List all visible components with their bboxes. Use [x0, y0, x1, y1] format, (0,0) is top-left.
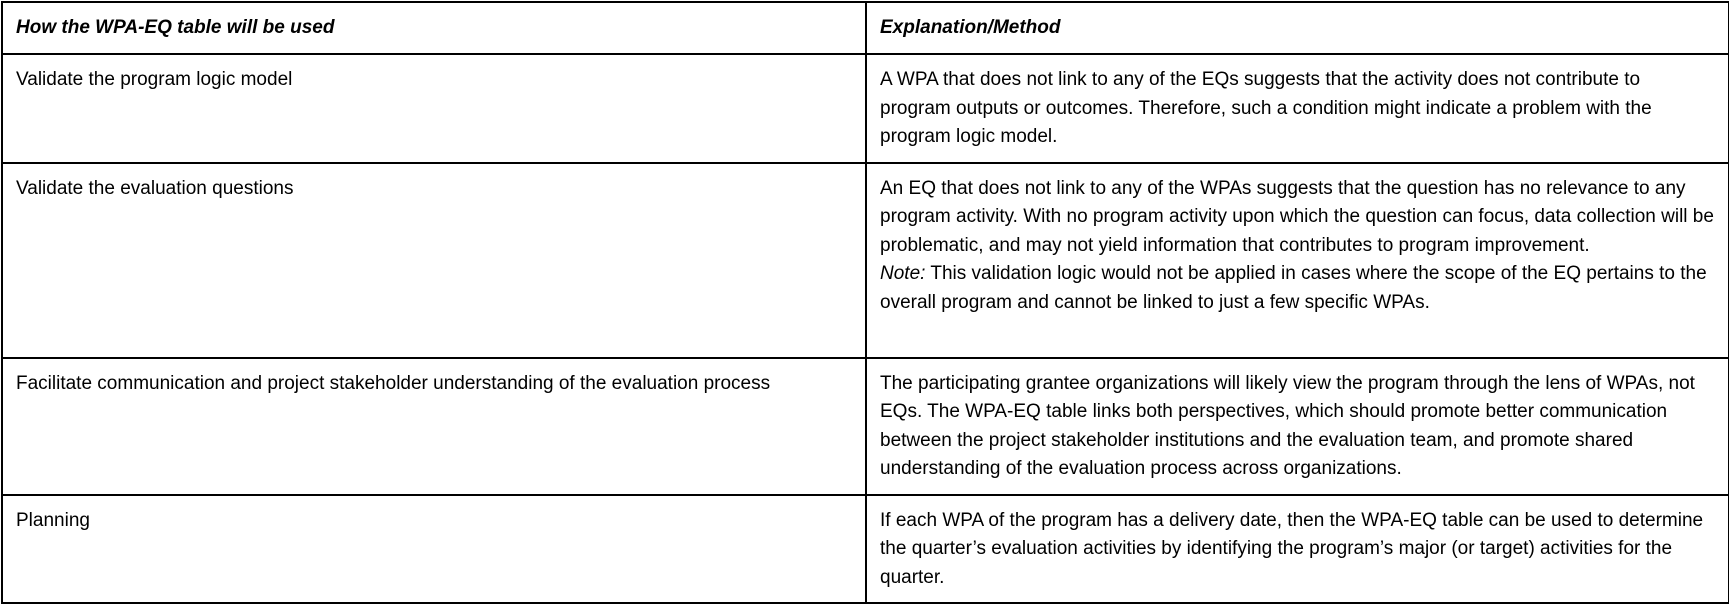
table-row [2, 54, 1729, 163]
note-paragraph [880, 260, 1716, 317]
note-label: Note: [880, 263, 926, 284]
explanation-cell: If each WPA of the program has a delivery date, then the WPA-EQ table can be used to determine the quarter’s evaluation activities by identifying the program’s major (or target) activities for the quarter. [866, 495, 1729, 604]
explanation-cell [866, 163, 1729, 358]
explanation-cell: The participating grantee organizations will likely view the program through the lens of WPAs, not EQs. The WPA-EQ table links both perspectives, which should promote better communication between the project stakeholder institutions and the evaluation team, and promote shared understanding of the evaluation process across organizations. [866, 358, 1729, 495]
table-row [2, 495, 1729, 604]
table-header-row [2, 2, 1729, 54]
use-cell: Planning [2, 495, 866, 604]
explanation-paragraph: An EQ that does not link to any of the WPAs suggests that the question has no relevance to any program activity. With no program activity upon which the question can focus, data collection will be problematic, and may not yield information that contributes to program improvement. [880, 177, 1714, 256]
use-cell: Validate the program logic model [2, 54, 866, 163]
table-row [2, 163, 1729, 358]
explanation-cell: A WPA that does not link to any of the EQs suggests that the activity does not contribute to program outputs or outcomes. Therefore, such a condition might indicate a problem with the program logic model. [866, 54, 1729, 163]
use-cell: Facilitate communication and project stakeholder understanding of the evaluation process [2, 358, 866, 495]
wpa-eq-usage-table [1, 1, 1729, 604]
note-text: This validation logic would not be applied in cases where the scope of the EQ pertains to the overall program and cannot be linked to just a few specific WPAs. [880, 263, 1707, 313]
use-cell: Validate the evaluation questions [2, 163, 866, 358]
document-page [0, 1, 1729, 615]
table-row [2, 358, 1729, 495]
header-how-used: How the WPA-EQ table will be used [2, 2, 866, 54]
header-explanation-method: Explanation/Method [866, 2, 1729, 54]
